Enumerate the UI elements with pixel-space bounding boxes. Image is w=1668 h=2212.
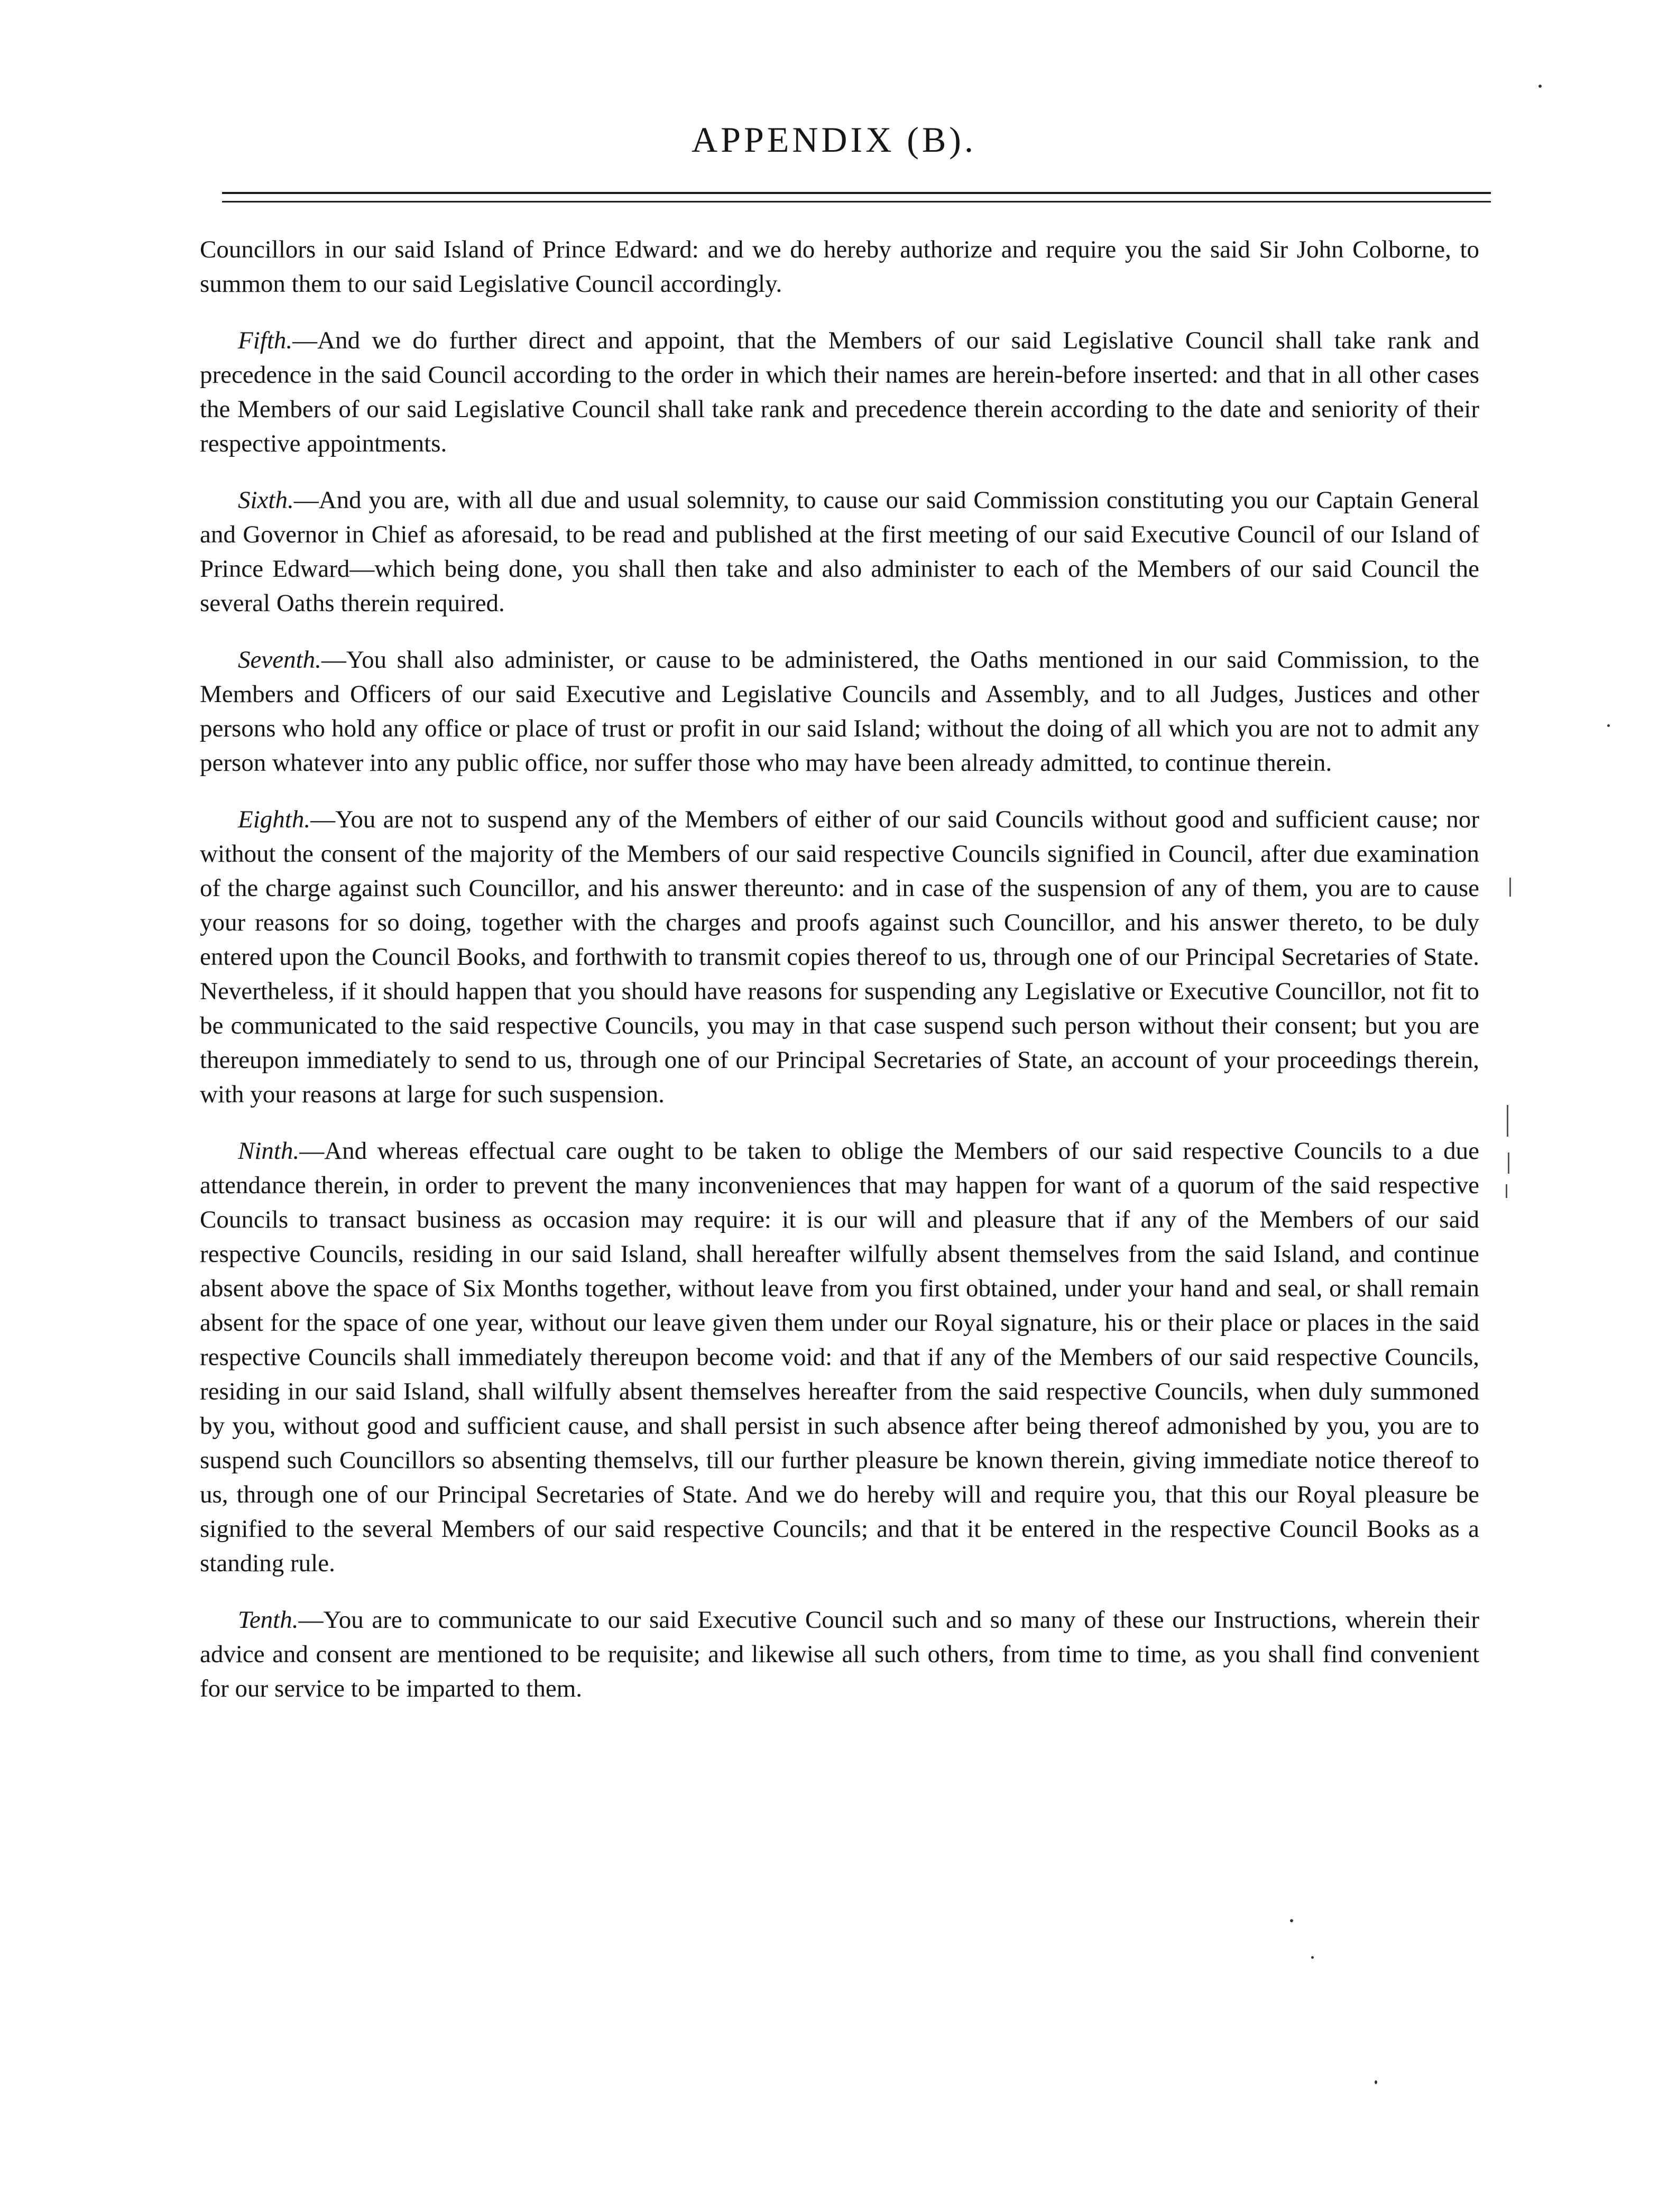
margin-mark	[1509, 878, 1511, 897]
paragraph-lead: Eighth.	[238, 806, 311, 833]
scan-speck	[1311, 1956, 1314, 1959]
paragraph-text: —You are to communicate to our said Executive Council such and so many of these our Instructions, wherein their advice and consent are mentioned to be requisite; and likewise all such others, from time to time, as you shall find convenient for our service to be imparted to them.	[200, 1606, 1479, 1702]
paragraph-lead: Tenth.	[238, 1606, 299, 1634]
paragraph-text: —And we do further direct and appoint, that the Members of our said Legislative Council shall take rank and precedence in the said Council according to the order in which their names are herein-before inserted: and that in all other cases the Members of our said Legislative Council shall take rank and precedence therein according to the date and seniority of their respective appointments.	[200, 327, 1479, 457]
paragraph-ninth	[200, 1134, 1479, 1581]
scan-speck	[1290, 1919, 1293, 1922]
paragraph-text: —And whereas effectual care ought to be taken to oblige the Members of our said respective Councils to a due attendance therein, in order to prevent the many inconveniences that may happen for want of a quorum of the said respective Councils to transact business as occasion may require: it is our will and pleasure that if any of the Members of our said respective Councils, residing in our said Island, shall hereafter wilfully absent themselves from the said Island, and continue absent above the space of Six Months together, without leave from you first obtained, under your hand and seal, or shall remain absent for the space of one year, without our leave given them under our Royal signature, his or their place or places in the said respective Councils shall immediately thereupon become void: and that if any of the Members of our said respective Councils, residing in our said Island, shall wilfully absent themselves hereafter from the said respective Councils, when duly summoned by you, without good and sufficient cause, and shall persist in such absence after being thereof admonished by you, you are to suspend such Councillors so absenting themselvs, till our further pleasure be known therein, giving immediate notice thereof to us, through one of our Principal Secretaries of State. And we do hereby will and require you, that this our Royal pleasure be signified to the several Members of our said respective Councils; and that it be entered in the respective Council Books as a standing rule.	[200, 1137, 1479, 1577]
scan-speck	[1375, 2080, 1377, 2084]
margin-mark	[1506, 1184, 1507, 1198]
page-heading: APPENDIX (B).	[692, 119, 976, 160]
paragraph-eighth	[200, 803, 1479, 1112]
paragraph-sixth	[200, 483, 1479, 621]
margin-mark	[1507, 1105, 1508, 1137]
margin-mark	[1508, 1153, 1509, 1174]
paragraph-tenth	[200, 1603, 1479, 1706]
paragraph-seventh	[200, 643, 1479, 780]
heading-rule-bottom	[222, 201, 1491, 202]
paragraph-lead: Ninth.	[238, 1137, 300, 1165]
paragraph-text: —You are not to suspend any of the Members of either of our said Councils without good and sufficient cause; nor without the consent of the majority of the Members of our said respective Councils signified in Council, after due examination of the charge against such Councillor, and his answer thereunto: and in case of the suspension of any of them, you are to cause your reasons for so doing, together with the charges and proofs against such Councillor, and his answer thereto, to be duly entered upon the Council Books, and forthwith to transmit copies thereof to us, through one of our Principal Secretaries of State. Nevertheless, if it should happen that you should have reasons for suspending any Legislative or Executive Councillor, not fit to be communicated to the said respective Councils, you may in that case suspend such person without their consent; but you are thereupon immediately to send to us, through one of our Principal Secretaries of State, an account of your proceedings therein, with your reasons at large for such suspension.	[200, 806, 1479, 1108]
paragraph-lead: Sixth.	[238, 486, 294, 514]
paragraph-text: —You shall also administer, or cause to be administered, the Oaths mentioned in our said Commission, to the Members and Officers of our said Executive and Legislative Councils and Assembly, and to all Judges, Justices and other persons who hold any office or place of trust or profit in our said Island; without the doing of all which you are not to admit any person whatever into any public office, nor suffer those who may have been already admitted, to continue therein.	[200, 646, 1479, 777]
opening-paragraph: Councillors in our said Island of Prince Edward: and we do hereby authorize and require you the said Sir John Colborne, to summon them to our said Legislative Council accordingly.	[200, 236, 1479, 298]
document-body	[200, 233, 1479, 1728]
paragraph-lead: Seventh.	[238, 646, 321, 674]
paragraph-fifth	[200, 324, 1479, 461]
scan-speck	[1607, 724, 1610, 727]
heading-rule-top	[222, 192, 1491, 194]
paragraph-lead: Fifth.	[238, 327, 293, 354]
paragraph-text: —And you are, with all due and usual solemnity, to cause our said Commission constituting you our Captain General and Governor in Chief as aforesaid, to be read and published at the first meeting of our said Executive Council of our Island of Prince Edward—which being done, you shall then take and also administer to each of the Members of our said Council the several Oaths therein required.	[200, 486, 1479, 617]
scan-speck	[1538, 85, 1542, 88]
